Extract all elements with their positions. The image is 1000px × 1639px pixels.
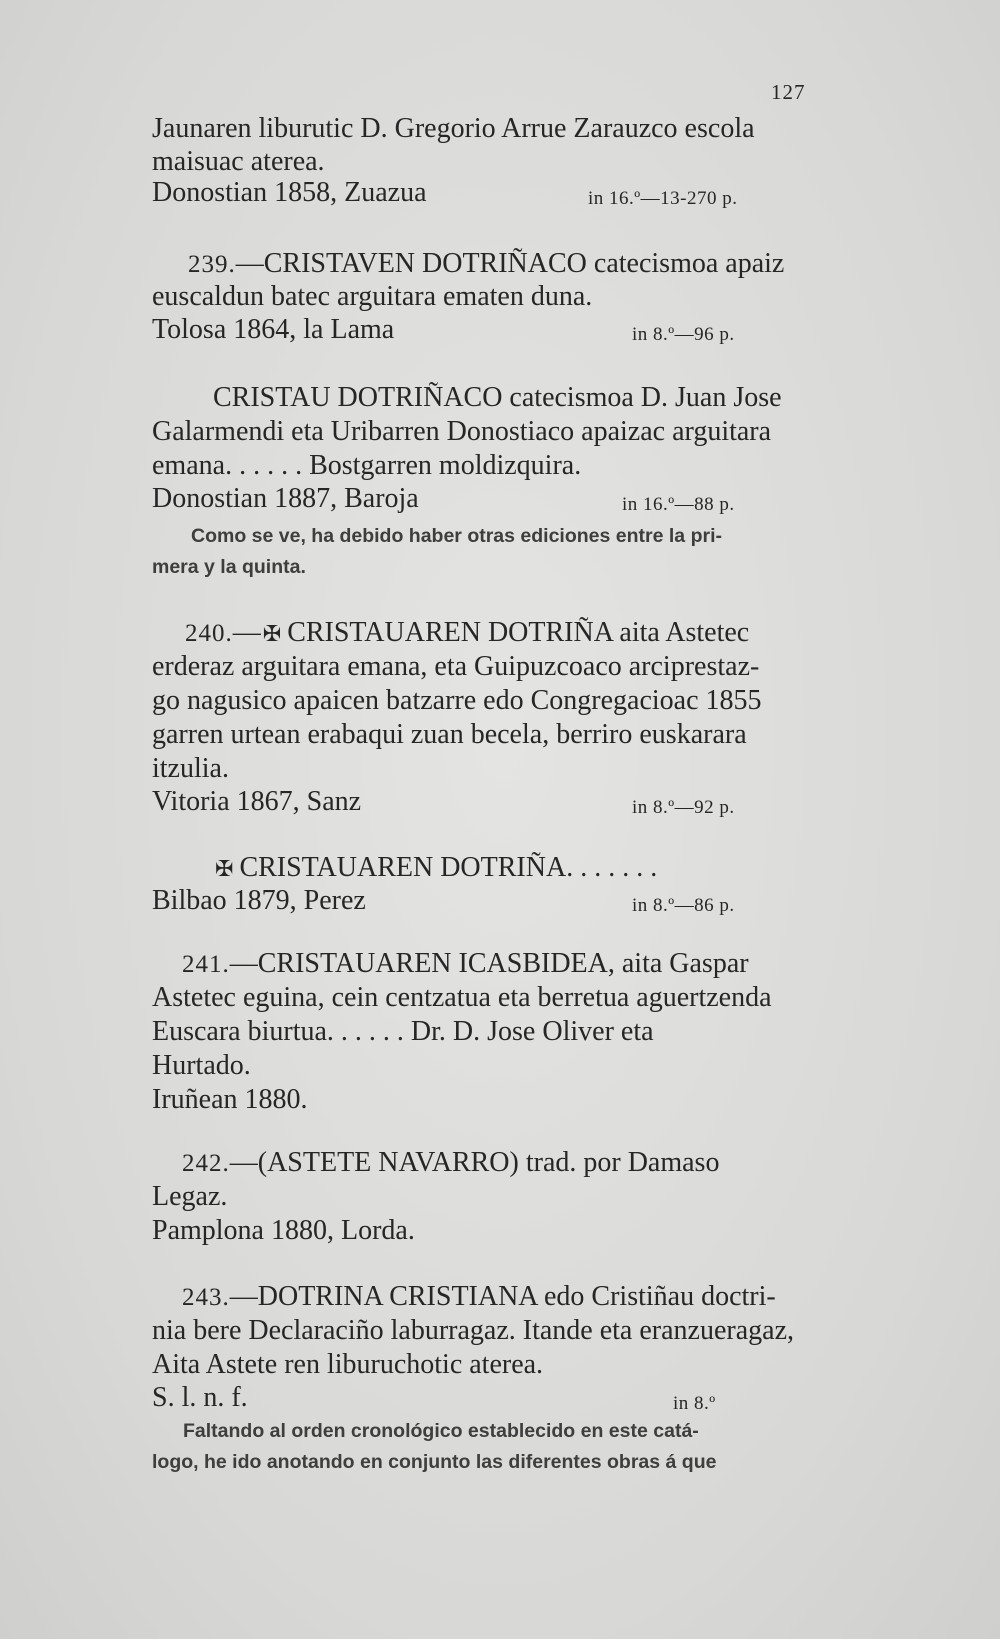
entry-a-imprint: Donostian 1858, Zuazua	[152, 177, 427, 208]
entry-b-format: in 16.º—88 p.	[622, 494, 735, 515]
entry-c-line-1	[213, 851, 657, 886]
entry-c-title: CRISTAUAREN DOTRIÑA. . . . . . .	[239, 852, 658, 883]
entry-c-imprint: Bilbao 1879, Perez	[152, 885, 366, 916]
entry-a-line-2: maisuac aterea.	[152, 146, 325, 177]
maltese-cross-icon: ✠	[262, 621, 282, 646]
entry-b-note-2: mera y la quinta.	[152, 556, 306, 578]
page-number: 127	[771, 80, 806, 104]
entry-243-imprint: S. l. n. f.	[152, 1382, 248, 1413]
entry-243-line-1	[182, 1280, 776, 1315]
entry-239-line-2: euscaldun batec arguitara ematen duna.	[152, 281, 593, 312]
entry-239-line-1	[188, 247, 784, 282]
entry-243-line-3: Aita Astete ren liburuchotic aterea.	[152, 1349, 544, 1380]
entry-b-line-1: CRISTAU DOTRIÑACO catecismoa D. Juan Jose	[213, 382, 782, 413]
entry-243-title: —DOTRINA CRISTIANA edo Cristiñau doctri-	[229, 1281, 776, 1312]
entry-number: 243.	[182, 1284, 230, 1311]
entry-240-line-2: erderaz arguitara emana, eta Guipuzcoaco arciprestaz-	[152, 651, 760, 682]
entry-240-line-1	[185, 616, 749, 651]
entry-241-title: —CRISTAUAREN ICASBIDEA, aita Gaspar	[229, 948, 749, 979]
entry-243-format: in 8.º	[673, 1393, 716, 1414]
entry-239-title: —CRISTAVEN DOTRIÑACO catecismoa apaiz	[235, 248, 785, 279]
entry-b-note-1: Como se ve, ha debido haber otras ediciones entre la pri-	[191, 525, 722, 547]
entry-240-format: in 8.º—92 p.	[632, 797, 735, 818]
entry-b-line-3: emana. . . . . . Bostgarren moldizquira.	[152, 450, 582, 481]
entry-c-format: in 8.º—86 p.	[632, 895, 735, 916]
entry-240-line-5: itzulia.	[152, 753, 229, 784]
maltese-cross-icon: ✠	[215, 856, 234, 881]
entry-a-format: in 16.º—13-270 p.	[588, 188, 738, 209]
entry-240-line-4: garren urtean erabaqui zuan becela, berriro euskarara	[152, 719, 747, 750]
entry-240-line-3: go nagusico apaicen batzarre edo Congregacioac 1855	[152, 685, 762, 716]
entry-241-line-3: Euscara biurtua. . . . . . Dr. D. Jose Oliver eta	[152, 1016, 654, 1047]
entry-number: 242.	[182, 1150, 230, 1177]
entry-243-note-2: logo, he ido anotando en conjunto las diferentes obras á que	[152, 1451, 717, 1473]
entry-a-line-1: Jaunaren liburutic D. Gregorio Arrue Zarauzco escola	[152, 113, 755, 144]
entry-242-title: —(ASTETE NAVARRO) trad. por Damaso	[229, 1147, 720, 1178]
entry-240-imprint: Vitoria 1867, Sanz	[152, 786, 362, 817]
entry-b-imprint: Donostian 1887, Baroja	[152, 483, 419, 514]
entry-b-line-2: Galarmendi eta Uribarren Donostiaco apaizac arguitara	[152, 416, 772, 447]
entry-number: 240.	[185, 620, 233, 647]
entry-241-imprint: Iruñean 1880.	[152, 1084, 308, 1115]
entry-240-title: CRISTAUAREN DOTRIÑA aita Astetec	[287, 617, 750, 648]
entry-239-format: in 8.º—96 p.	[632, 324, 735, 345]
entry-242-line-1	[182, 1146, 719, 1181]
entry-number: 239.	[188, 251, 236, 278]
entry-243-line-2: nia bere Declaraciño laburragaz. Itande eta eranzueragaz,	[152, 1315, 795, 1346]
entry-242-line-2: Legaz.	[152, 1181, 228, 1212]
entry-242-imprint: Pamplona 1880, Lorda.	[152, 1215, 415, 1246]
entry-241-line-4: Hurtado.	[152, 1050, 251, 1081]
entry-number: 241.	[182, 951, 230, 978]
em-dash: —	[232, 617, 261, 648]
entry-241-line-1	[182, 947, 749, 982]
entry-241-line-2: Astetec eguina, cein centzatua eta berretua aguertzenda	[152, 982, 772, 1013]
entry-239-imprint: Tolosa 1864, la Lama	[152, 314, 395, 345]
entry-243-note-1: Faltando al orden cronológico establecido en este catá-	[183, 1420, 699, 1442]
